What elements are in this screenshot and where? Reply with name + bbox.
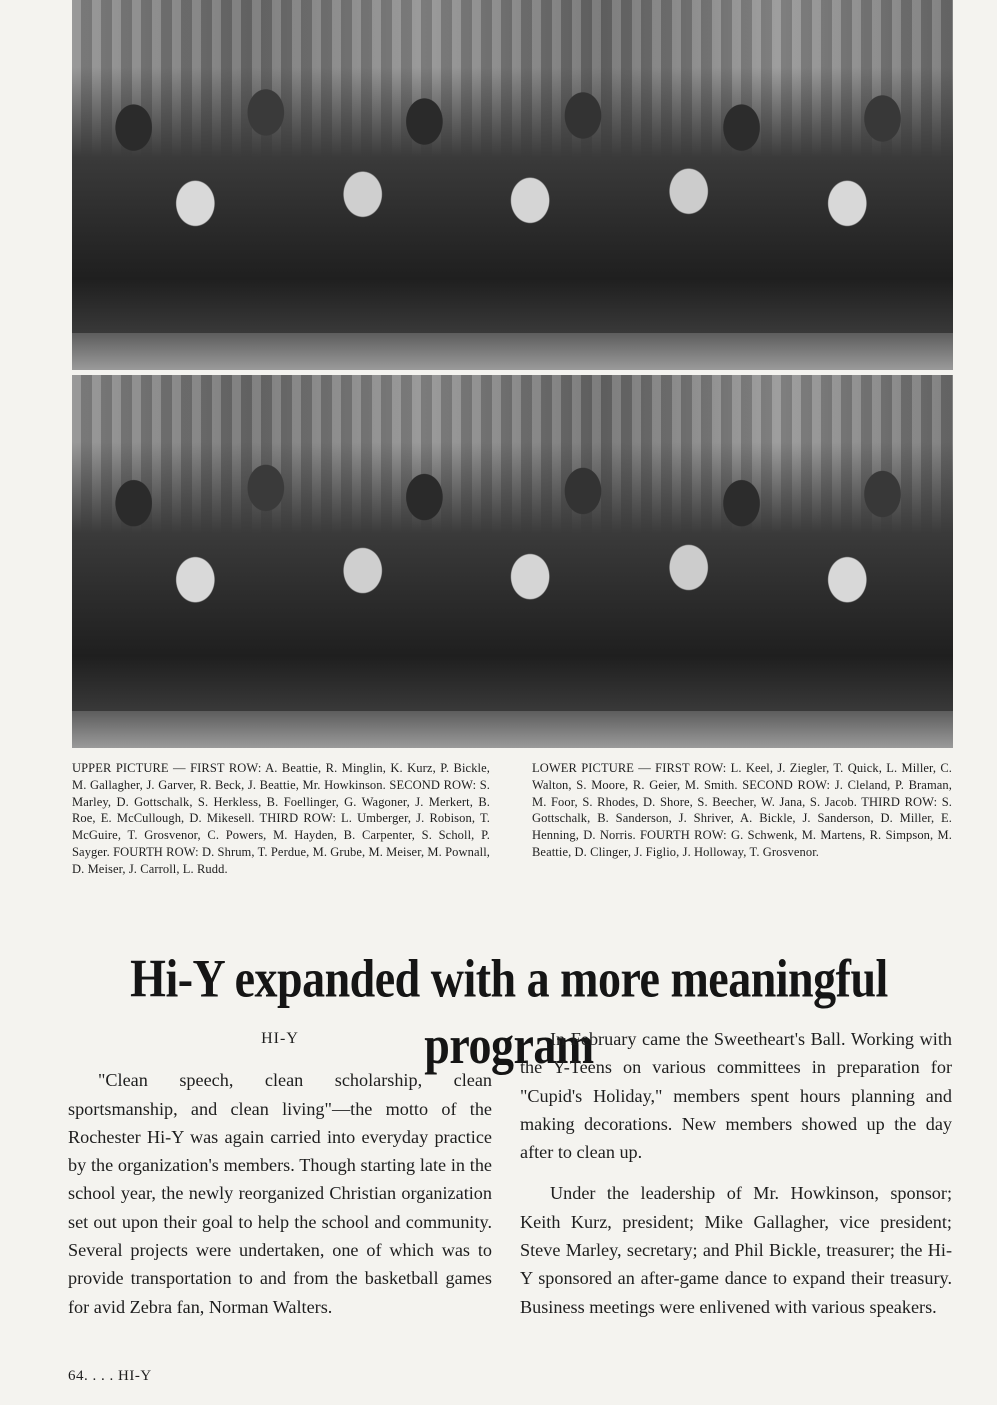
upper-group-photo <box>72 0 953 370</box>
upper-picture-caption: UPPER PICTURE — FIRST ROW: A. Beattie, R. Minglin, K. Kurz, P. Bickle, M. Gallagher, J. Garver, R. Beck, J. Beattie, Mr. Howkinson. SECOND ROW: S. Marley, D. Gottschalk, S. Herkless, B. Foellinger, G. Wagoner, J. Merkert, B. Roe, E. McCullough, D. Mikesell. THIRD ROW: L. Umberger, J. Robison, T. McGuire, T. Grosvenor, C. Powers, M. Hayden, B. Carpenter, S. Scholl, P. Sayger. FOURTH ROW: D. Shrum, T. Perdue, M. Grube, M. Meiser, M. Pownall, D. Meiser, J. Carroll, L. Rudd. <box>72 761 490 876</box>
page-headline: Hi-Y expanded with a more meaningful program <box>130 948 888 1075</box>
stage-floor <box>72 333 953 370</box>
group-of-members <box>72 442 953 748</box>
article-paragraph: In February came the Sweetheart's Ball. Working with the Y-Teens on various committees in preparation for "Cupid's Holiday," members spent hours planning and making decorations. New members showed up the day after to clean up. <box>520 1029 952 1163</box>
article-paragraph: Under the leadership of Mr. Howkinson, sponsor; Keith Kurz, president; Mike Gallagher, vice president; Steve Marley, secretary; and Phil Bickle, treasurer; the Hi-Y sponsored an after-game dance to expand their treasury. Business meetings were enlivened with various speakers. <box>520 1183 952 1317</box>
lower-group-photo <box>72 375 953 748</box>
stage-floor <box>72 711 953 748</box>
group-of-members <box>72 67 953 370</box>
section-heading: HI-Y <box>261 1030 299 1047</box>
page-folio: 64. . . . HI-Y <box>68 1368 152 1384</box>
article-paragraph: "Clean speech, clean scholarship, clean sportsmanship, and clean living"—the motto of the Rochester Hi-Y was again carried into everyday practice by the organization's members. Though starting late in the school year, the newly reorganized Christian organization set out upon their goal to help the school and community. Several projects were undertaken, one of which was to provide transportation to and from the basketball games for avid Zebra fan, Norman Walters. <box>68 1070 492 1317</box>
article-column-right <box>520 1025 952 1321</box>
lower-picture-caption: LOWER PICTURE — FIRST ROW: L. Keel, J. Ziegler, T. Quick, L. Miller, C. Walton, S. Moore, R. Geier, M. Smith. SECOND ROW: J. Cleland, P. Braman, M. Foor, S. Rhodes, D. Shore, S. Beecher, W. Jana, S. Jacob. THIRD ROW: S. Gottschalk, B. Sanderson, J. Shriver, A. Bickle, J. Sanderson, D. Miller, E. Henning, D. Norris. FOURTH ROW: G. Schwenk, M. Martens, R. Simpson, M. Beattie, D. Clinger, J. Figlio, J. Holloway, T. Grosvenor. <box>532 761 952 859</box>
article-column-left <box>68 1025 492 1321</box>
